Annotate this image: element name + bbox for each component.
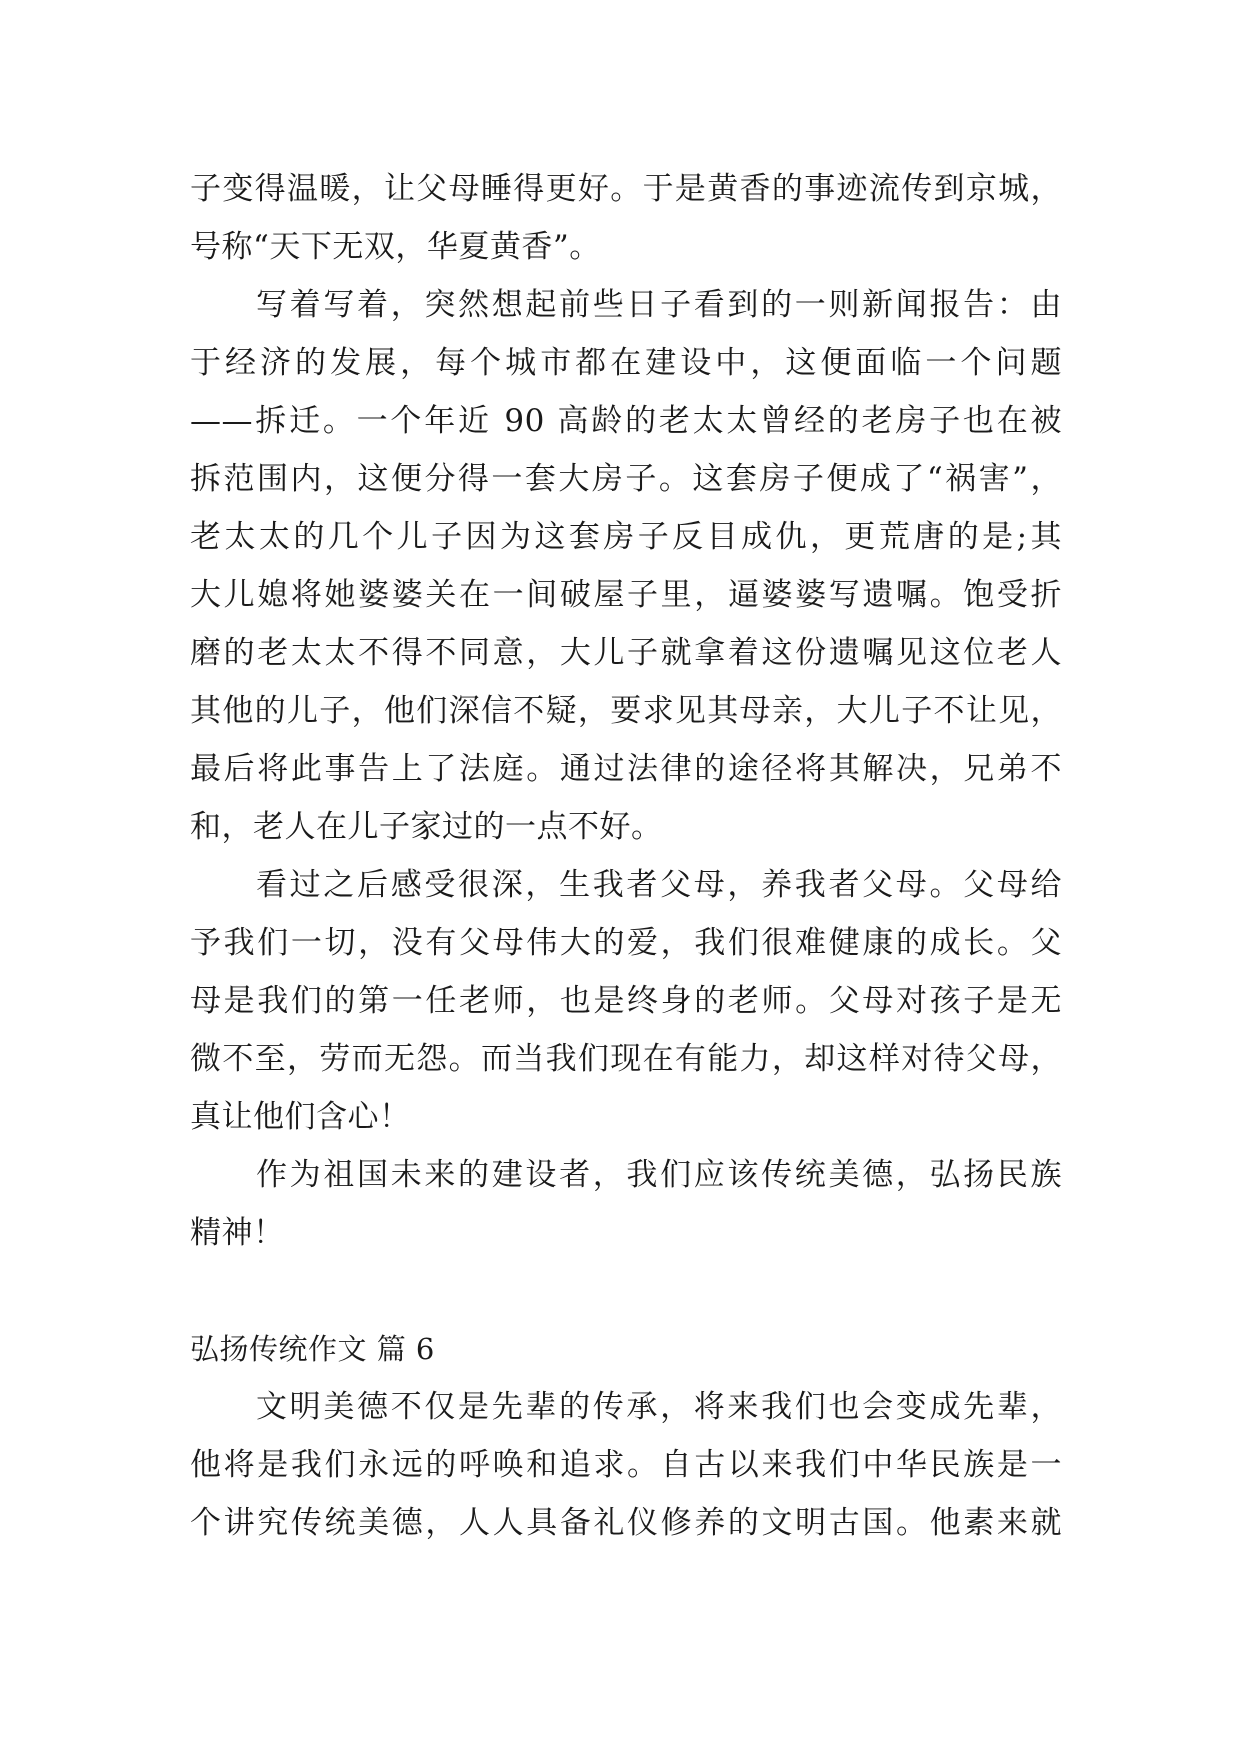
text-line: 写着写着，突然想起前些日子看到的一则新闻报告：由	[256, 287, 1062, 323]
document-page	[190, 160, 1062, 1552]
text-line: 文明美德不仅是先辈的传承，将来我们也会变成先辈，	[256, 1389, 1062, 1425]
text-line: 最后将此事告上了法庭。通过法律的途径将其解决，兄弟不	[190, 751, 1062, 787]
text-line: 磨的老太太不得不同意，大儿子就拿着这份遗嘱见这位老人	[190, 635, 1062, 671]
text-line: 看过之后感受很深，生我者父母，养我者父母。父母给	[256, 867, 1062, 903]
text-line: 精神！	[190, 1215, 285, 1251]
text-line: 号称“天下无双，华夏黄香”。	[190, 229, 601, 265]
text-line: 和，老人在儿子家过的一点不好。	[190, 809, 663, 845]
text-line: 真让他们含心！	[190, 1099, 411, 1135]
text-line: 大儿媳将她婆婆关在一间破屋子里，逼婆婆写遗嘱。饱受折	[190, 577, 1062, 613]
text-line: 于经济的发展，每个城市都在建设中，这便面临一个问题	[190, 345, 1062, 381]
text-line: 拆范围内，这便分得一套大房子。这套房子便成了“祸害”，	[190, 461, 1062, 497]
text-line: 母是我们的第一任老师，也是终身的老师。父母对孩子是无	[190, 983, 1062, 1019]
text-line: 作为祖国未来的建设者，我们应该传统美德，弘扬民族	[256, 1157, 1062, 1193]
text-line: ——拆迁。一个年近 90 高龄的老太太曾经的老房子也在被	[190, 403, 1062, 439]
section-heading: 弘扬传统作文 篇 6	[190, 1332, 435, 1366]
text-line: 老太太的几个儿子因为这套房子反目成仇，更荒唐的是;其	[190, 519, 1062, 555]
section-gap	[190, 1262, 1062, 1320]
text-line: 其他的儿子，他们深信不疑，要求见其母亲，大儿子不让见，	[190, 693, 1062, 729]
text-line: 他将是我们永远的呼唤和追求。自古以来我们中华民族是一	[190, 1447, 1062, 1483]
text-line: 子变得温暖，让父母睡得更好。于是黄香的事迹流传到京城，	[190, 171, 1062, 207]
text-line: 微不至，劳而无怨。而当我们现在有能力，却这样对待父母，	[190, 1041, 1062, 1077]
text-line: 个讲究传统美德，人人具备礼仪修养的文明古国。他素来就	[190, 1505, 1062, 1541]
text-line: 予我们一切，没有父母伟大的爱，我们很难健康的成长。父	[190, 925, 1062, 961]
